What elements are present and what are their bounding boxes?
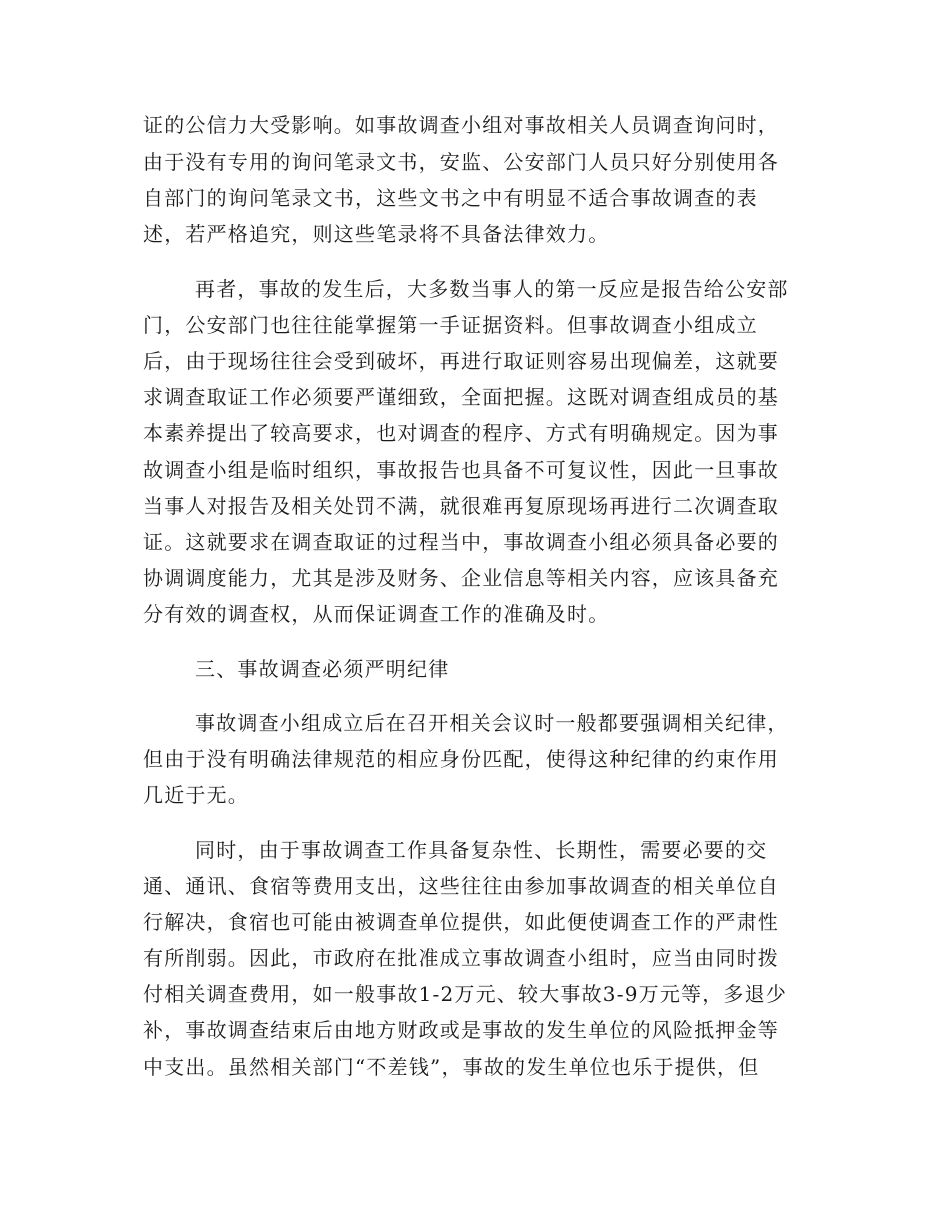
text-line: 补，事故调查结束后由地方财政或是事故的发生单位的风险抵押金等 <box>143 1018 779 1042</box>
paragraph-first-line: 同时，由于事故调查工作具备复杂性、长期性，需要必要的交 <box>195 838 768 862</box>
text-line: 本素养提出了较高要求，也对调查的程序、方式有明确规定。因为事 <box>143 421 779 445</box>
text-line: 协调调度能力，尤其是涉及财务、企业信息等相关内容，应该具备充 <box>143 566 779 590</box>
text-line: 几近于无。 <box>143 783 249 807</box>
text-line: 由于没有专用的询问笔录文书，安监、公安部门人员只好分别使用各 <box>143 150 779 174</box>
paragraph-first-line: 再者，事故的发生后，大多数当事人的第一反应是报告给公安部 <box>195 277 789 301</box>
text-line: 中支出。虽然相关部门“不差钱”，事故的发生单位也乐于提供，但 <box>143 1055 760 1079</box>
text-line: 付相关调查费用，如一般事故1-2万元、较大事故3-9万元等，多退少 <box>143 982 788 1006</box>
text-line: 但由于没有明确法律规范的相应身份匹配，使得这种纪律的约束作用 <box>143 747 779 771</box>
text-line: 分有效的调查权，从而保证调查工作的准确及时。 <box>143 602 610 626</box>
text-line: 行解决，食宿也可能由被调查单位提供，如此便使调查工作的严肃性 <box>143 910 779 934</box>
text-line: 述，若严格追究，则这些笔录将不具备法律效力。 <box>143 222 610 246</box>
text-line: 通、通讯、食宿等费用支出，这些往往由参加事故调查的相关单位自 <box>143 874 779 898</box>
text-line: 门，公安部门也往往能掌握第一手证据资料。但事故调查小组成立 <box>143 313 758 337</box>
text-line: 故调查小组是临时组织，事故报告也具备不可复议性，因此一旦事故 <box>143 458 779 482</box>
text-line: 当事人对报告及相关处罚不满，就很难再复原现场再进行二次调查取 <box>143 494 779 518</box>
paragraph-first-line: 事故调查小组成立后在召开相关会议时一般都要强调相关纪律， <box>195 711 789 735</box>
text-line: 后，由于现场往往会受到破坏，再进行取证则容易出现偏差，这就要 <box>143 349 779 373</box>
text-line: 证的公信力大受影响。如事故调查小组对事故相关人员调查询问时， <box>143 113 779 137</box>
text-line: 证。这就要求在调查取证的过程当中，事故调查小组必须具备必要的 <box>143 530 779 554</box>
section-heading: 三、事故调查必须严明纪律 <box>195 657 450 681</box>
text-line: 有所削弱。因此，市政府在批准成立事故调查小组时，应当由同时拨 <box>143 946 779 970</box>
text-line: 求调查取证工作必须要严谨细致，全面把握。这既对调查组成员的基 <box>143 385 779 409</box>
text-line: 自部门的询问笔录文书，这些文书之中有明显不适合事故调查的表 <box>143 186 758 210</box>
